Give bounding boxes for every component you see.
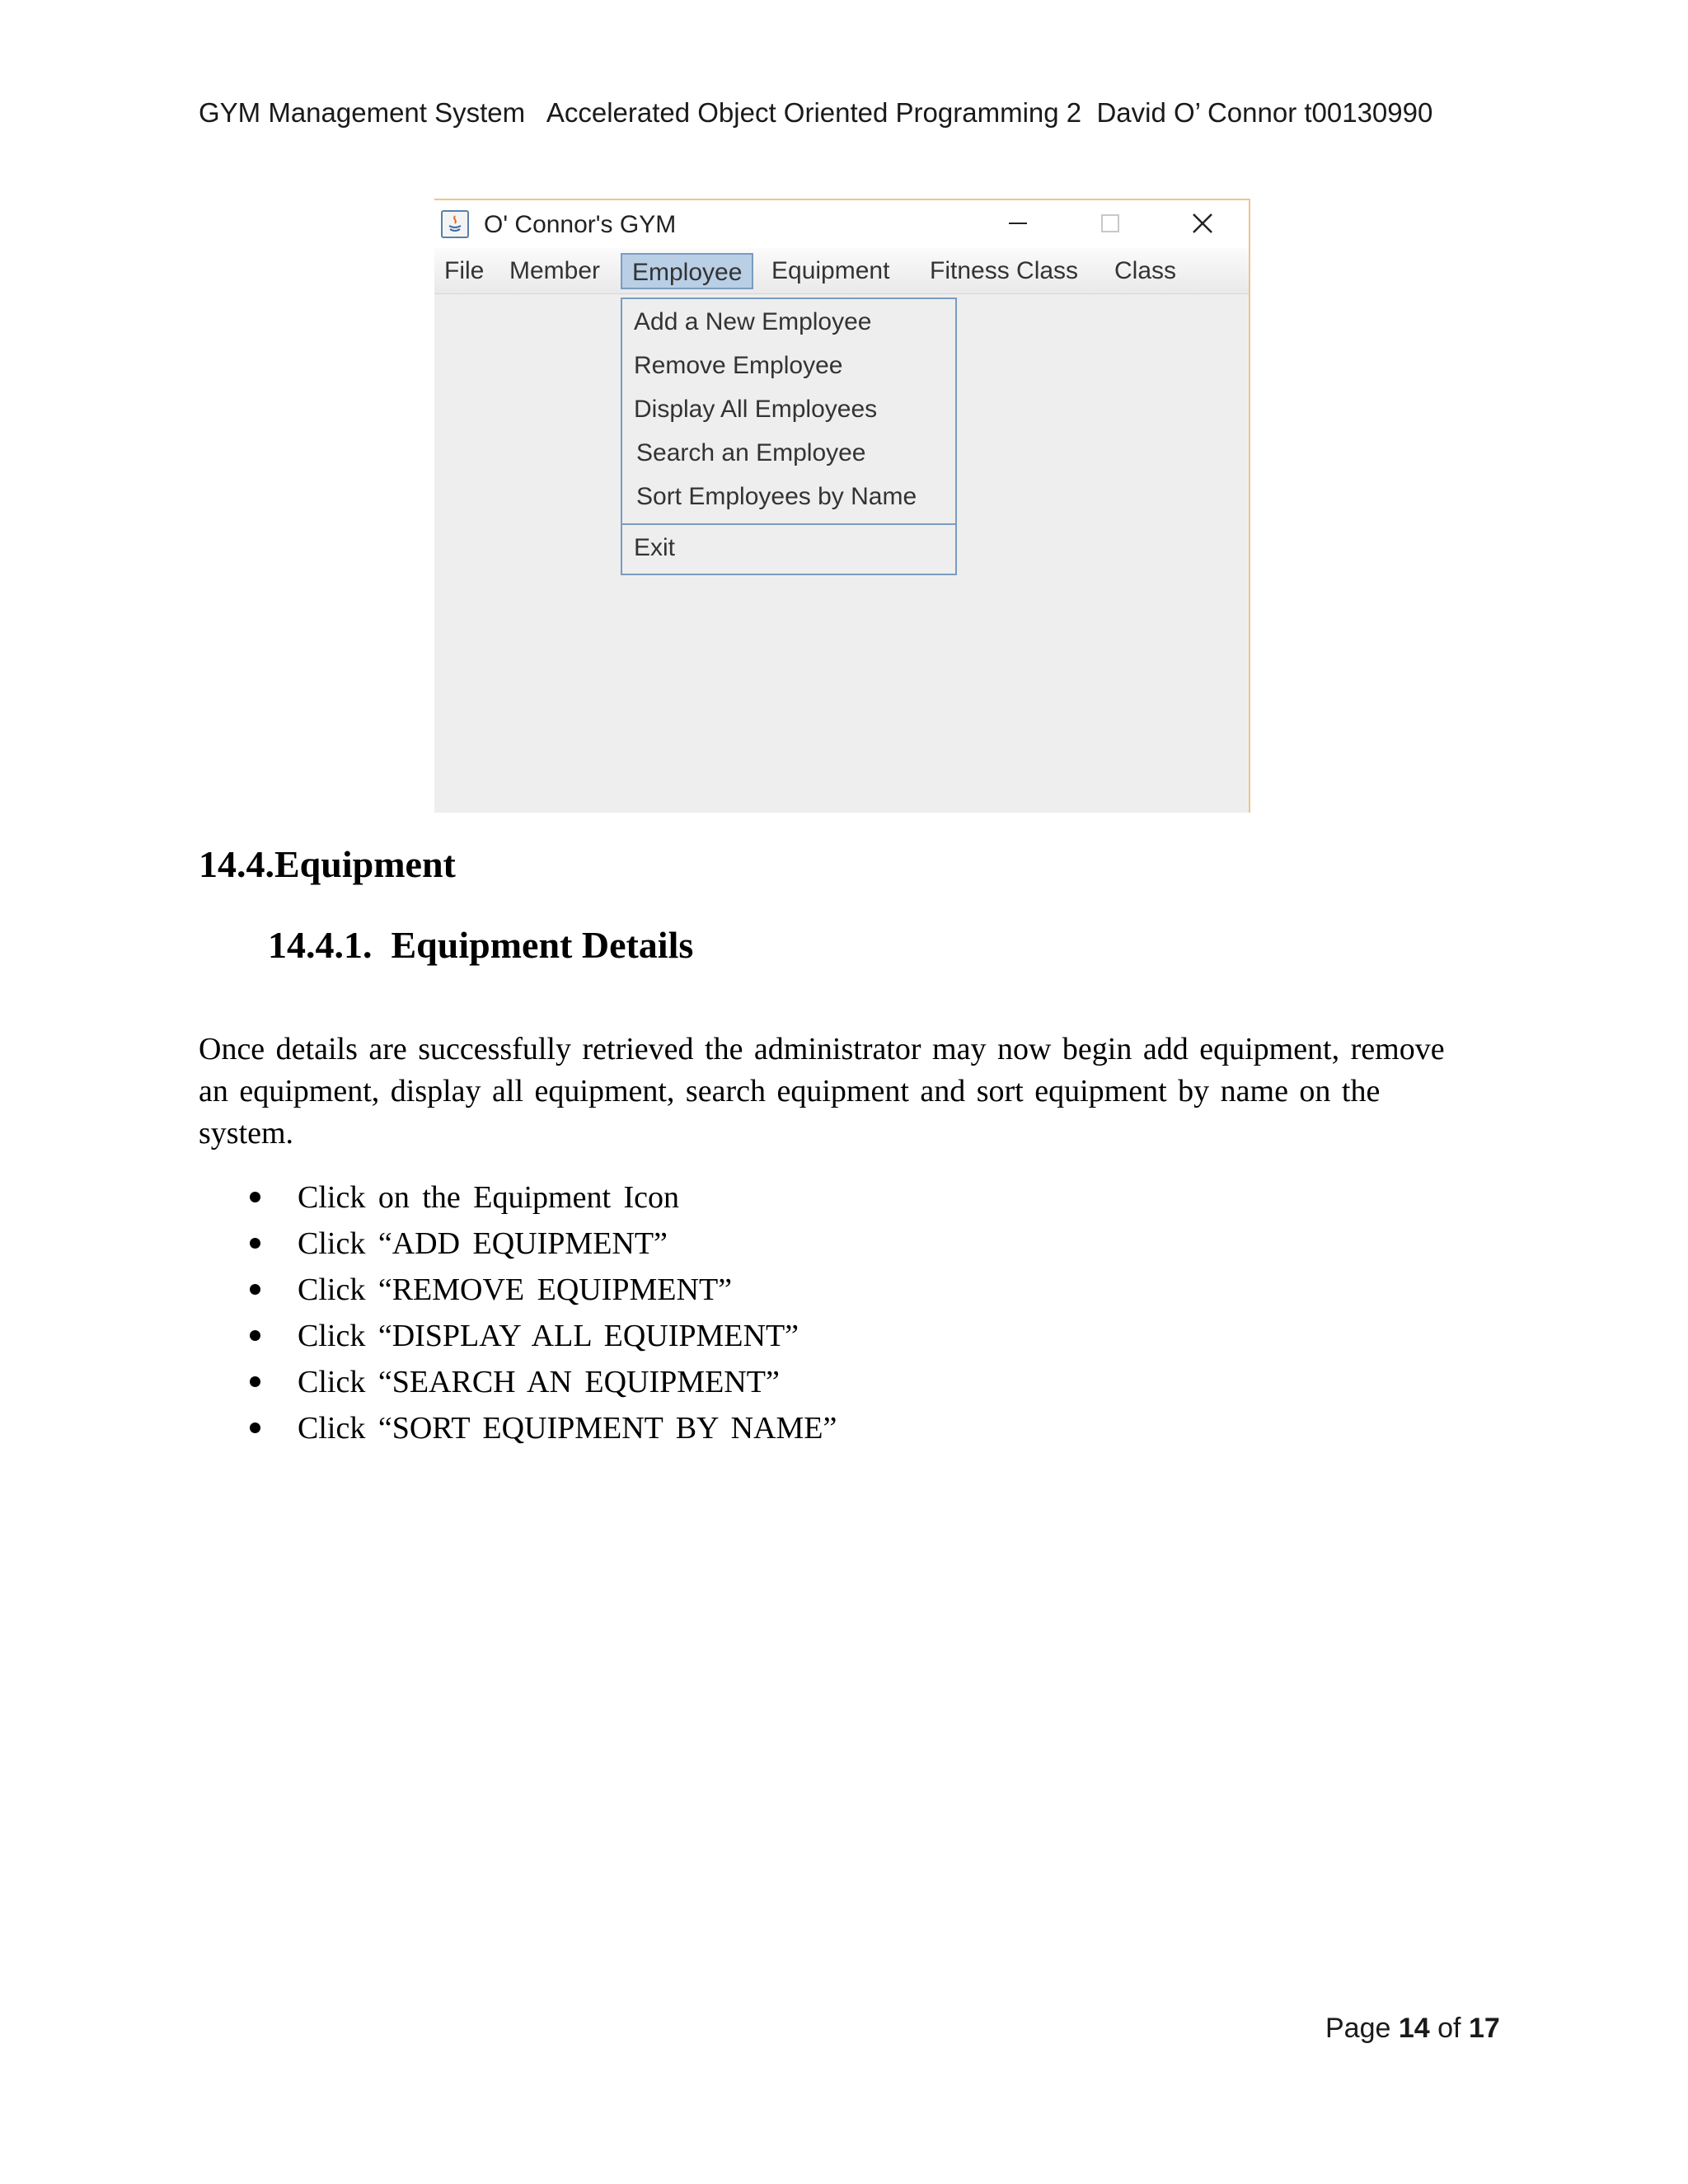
bullet-icon: [250, 1330, 260, 1341]
menu-separator: [622, 523, 955, 525]
subsection-heading: [268, 923, 693, 967]
menu-member[interactable]: Member: [509, 257, 601, 284]
step-text: Click “SEARCH AN EQUIPMENT”: [298, 1365, 780, 1399]
title-bar: [434, 200, 1249, 248]
subsection-number: 14.4.1.: [268, 924, 373, 966]
section-heading: 14.4.Equipment: [199, 843, 456, 885]
bullet-icon: [250, 1376, 260, 1387]
java-app-icon: [441, 210, 469, 238]
menu-file[interactable]: File: [444, 257, 485, 284]
step-text: Click “DISPLAY ALL EQUIPMENT”: [298, 1319, 799, 1353]
window-title: O' Connor's GYM: [484, 211, 677, 238]
menu-class[interactable]: Class: [1114, 257, 1177, 284]
list-item: [199, 1267, 837, 1313]
maximize-icon[interactable]: [1085, 207, 1135, 240]
page-label: Page: [1325, 2013, 1391, 2044]
body-paragraph: Once details are successfully retrieved the administrator may now begin add equipment, remove an equipment, display all equipment, search equipment and sort equipment by name on the system.: [199, 1032, 1445, 1151]
list-item: [199, 1313, 837, 1359]
list-item: [199, 1405, 837, 1451]
bullet-icon: [250, 1422, 260, 1433]
list-item: [199, 1174, 837, 1221]
step-text: Click “ADD EQUIPMENT”: [298, 1226, 668, 1261]
minimize-icon[interactable]: [993, 207, 1043, 240]
bullet-icon: [250, 1192, 260, 1202]
menu-item-exit[interactable]: Exit: [634, 534, 676, 561]
menu-fitness-class[interactable]: Fitness Class: [930, 257, 1079, 284]
menu-item-add-employee[interactable]: Add a New Employee: [634, 308, 872, 335]
menu-item-remove-employee[interactable]: Remove Employee: [634, 352, 843, 379]
menu-item-sort-employees[interactable]: Sort Employees by Name: [636, 483, 917, 510]
page-total: 17: [1468, 2013, 1500, 2044]
menu-bar: [434, 248, 1249, 294]
subsection-title: Equipment Details: [391, 924, 694, 966]
of-label: of: [1437, 2013, 1461, 2044]
close-icon[interactable]: [1178, 207, 1227, 240]
bullet-icon: [250, 1284, 260, 1295]
employee-dropdown-menu: [621, 298, 957, 575]
app-window-screenshot: [434, 199, 1250, 813]
menu-employee[interactable]: Employee: [621, 253, 753, 289]
list-item: [199, 1221, 837, 1267]
step-text: Click “REMOVE EQUIPMENT”: [298, 1272, 733, 1307]
page-number: [1325, 2013, 1500, 2045]
menu-item-search-employee[interactable]: Search an Employee: [636, 439, 866, 466]
page-current: 14: [1398, 2013, 1430, 2044]
step-text: Click “SORT EQUIPMENT BY NAME”: [298, 1411, 837, 1446]
step-list: [199, 1174, 837, 1451]
menu-item-display-employees[interactable]: Display All Employees: [634, 396, 878, 423]
page-header: GYM Management System Accelerated Object Oriented Programming 2 David O’ Connor t00130990: [199, 97, 1433, 128]
list-item: [199, 1359, 837, 1405]
bullet-icon: [250, 1238, 260, 1249]
menu-equipment[interactable]: Equipment: [771, 257, 890, 284]
step-text: Click on the Equipment Icon: [298, 1180, 680, 1215]
